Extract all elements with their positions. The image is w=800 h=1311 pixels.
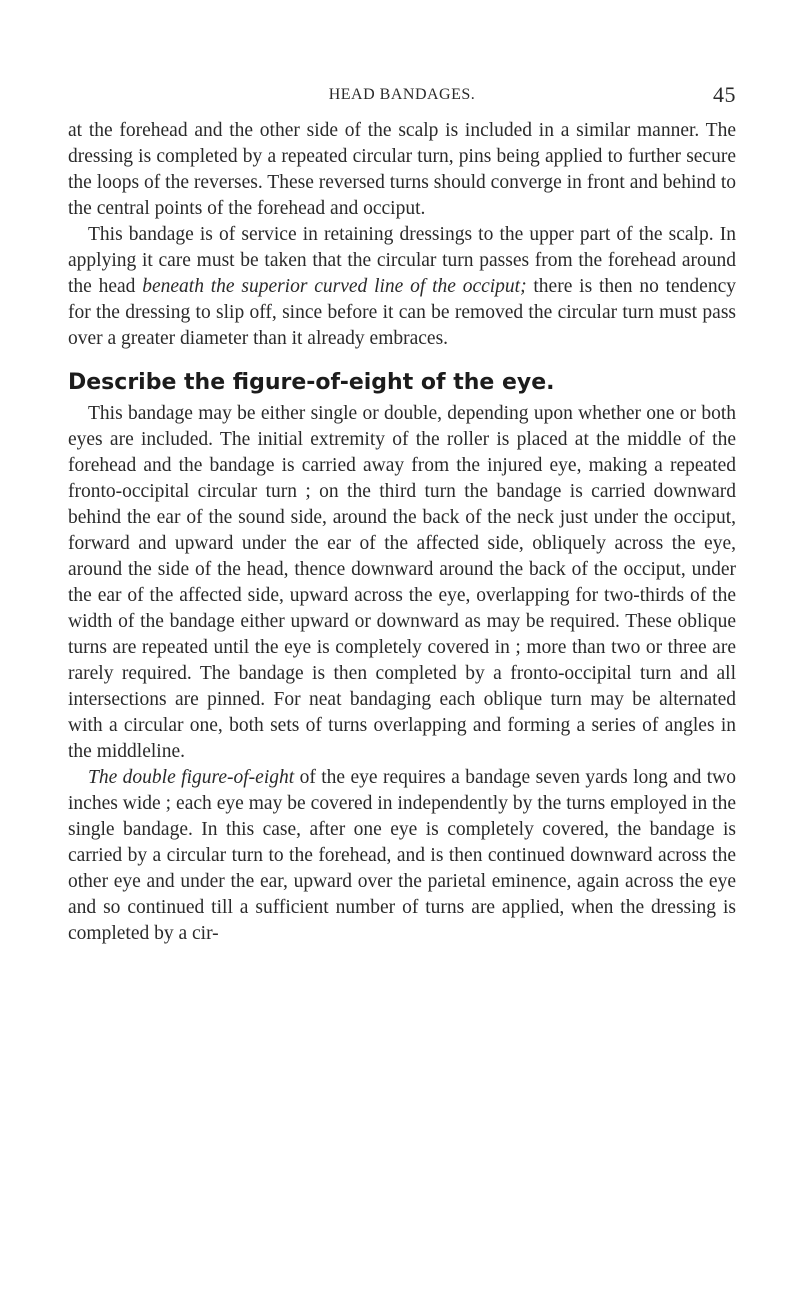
- paragraph-text: there is then no tendency for the dressing to slip off, since before it can be removed the circular turn must pass over a greater diameter than it already embraces.: [68, 276, 736, 349]
- page-number: 45: [713, 82, 736, 107]
- emphasis-text: The double figure-of-eight: [88, 767, 295, 788]
- running-title: HEAD BANDAGES.: [328, 86, 476, 103]
- book-page: [68, 82, 736, 947]
- running-head: [68, 82, 736, 106]
- paragraph-text: of the eye requires a bandage seven yards long and two inches wide ; each eye may be covered in independently by the turns employed in the single bandage. In this case, after one eye is completely covered, the bandage is carried by a circular turn to the forehead, and is then continued downward across the other eye and under the ear, upward over the parietal eminence, again across the eye and so continued till a sufficient number of turns are applied, when the dressing is completed by a cir-: [68, 767, 736, 944]
- section-heading: Describe the figure-of-eight of the eye.: [68, 370, 555, 395]
- paragraph-scalp-bandage-use: [68, 222, 736, 352]
- paragraph-figure-of-eight: This bandage may be either single or double, depending upon whether one or both eyes are included. The initial extremity of the roller is placed at the middle of the forehead and the bandage is carried away from the injured eye, making a repeated fronto-occipital circular turn ; on the third turn the bandage is carried downward behind the ear of the sound side, around the back of the neck just under the occiput, forward and upward under the ear of the affected side, obliquely across the eye, around the side of the head, thence downward around the back of the occiput, under the ear of the affected side, upward across the eye, overlapping for two-thirds of the width of the bandage either upward or downward as may be required. These oblique turns are repeated until the eye is completely covered in ; more than two or three are rarely required. The bandage is then completed by a fronto-occipital turn and all intersections are pinned. For neat bandaging each oblique turn may be alternated with a circular one, both sets of turns overlapping and forming a series of angles in the middleline.: [68, 403, 736, 762]
- paragraph-text: This bandage is of service in retaining dressings to the upper part of the scalp. In applying it care must be taken that the circular turn passes from the forehead around the head: [68, 224, 736, 297]
- emphasis-text: beneath the superior curved line of the occiput;: [142, 276, 527, 297]
- paragraph-continuation: at the forehead and the other side of the scalp is included in a similar manner. The dressing is completed by a repeated circular turn, pins being applied to further secure the loops of the reverses. These reversed turns should converge in front and behind to the central points of the forehead and occiput.: [68, 120, 736, 219]
- paragraph-double-figure-of-eight: [68, 765, 736, 947]
